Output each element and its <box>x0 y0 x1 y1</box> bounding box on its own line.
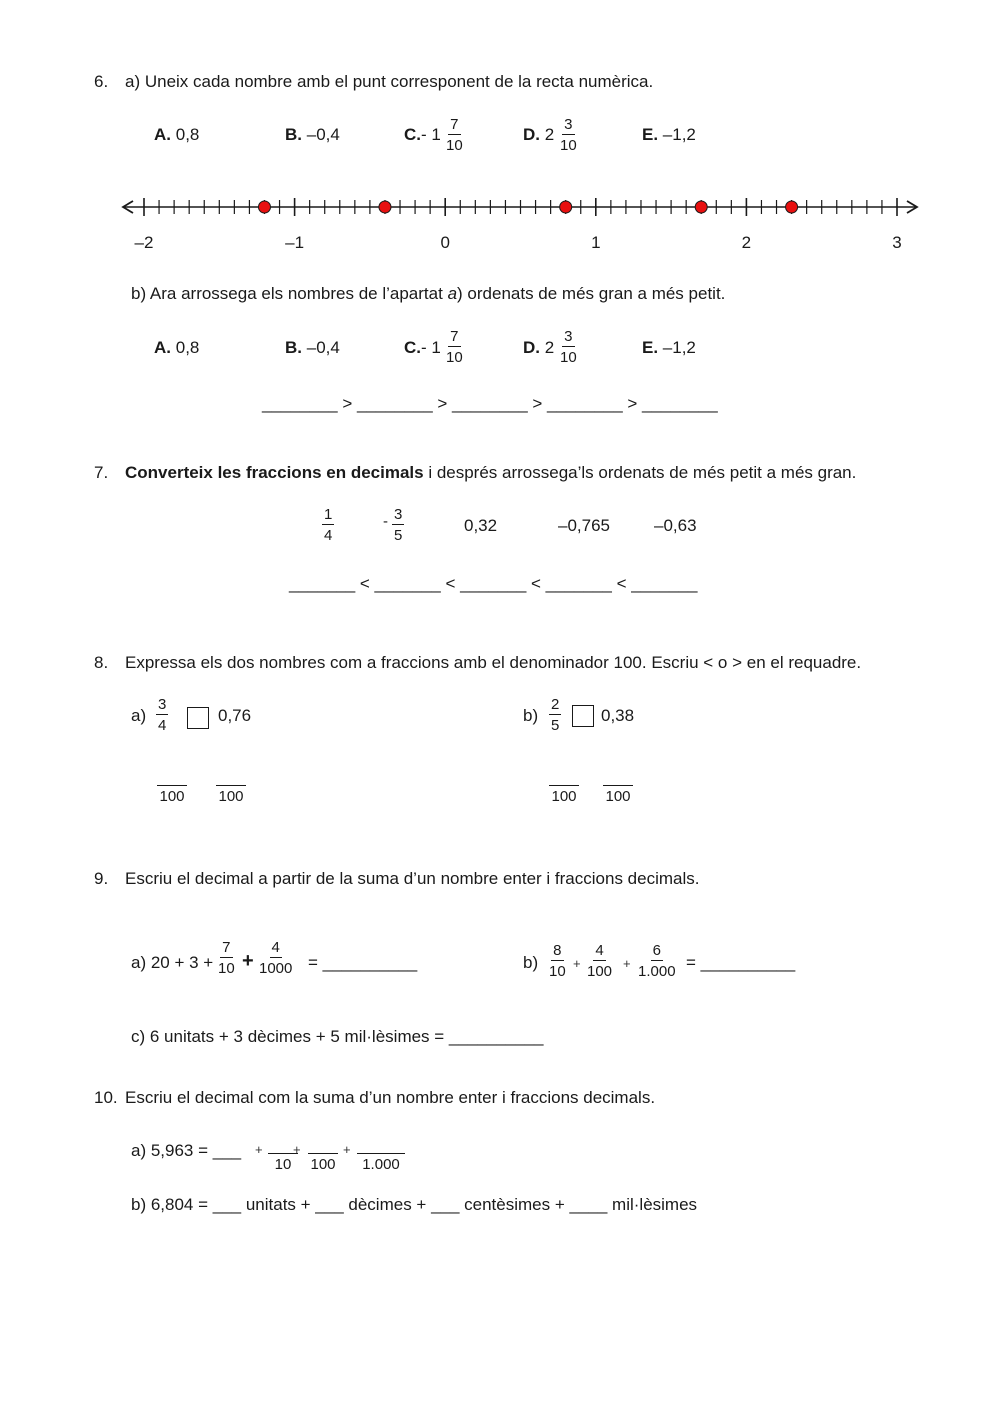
q6-order-blanks[interactable]: ________ > ________ > ________ > ________ > ________ <box>262 394 718 413</box>
q10-prompt: Escriu el decimal com la suma d’un nombre enter i fraccions decimals. <box>125 1088 656 1107</box>
q10-a-plus-3: + <box>343 1142 351 1157</box>
tick-label: 1 <box>591 233 601 250</box>
q8-prompt: Expressa els dos nombres com a fraccions amb el denominador 100. Escriu < o > en el requadre. <box>125 653 862 672</box>
number-line-point[interactable] <box>379 201 391 213</box>
option-d[interactable]: D. 2 <box>523 125 555 144</box>
q8-b-decimal: 0,38 <box>601 706 635 725</box>
q9-b-fraction-2: 4 100 <box>587 942 613 980</box>
q8-a-decimal: 0,76 <box>218 706 252 725</box>
q9-a-fraction-2: 4 1000 <box>259 939 293 977</box>
q10-b-text[interactable]: b) 6,804 = ___ unitats + ___ dècimes + ___ centèsimes + ____ mil·lèsimes <box>131 1195 698 1214</box>
q8-a-fraction: 3 4 <box>158 696 167 734</box>
option-e[interactable]: E. –1,2 <box>642 125 696 144</box>
q7-decimal-1[interactable]: 0,32 <box>464 516 498 535</box>
q6-b-prompt: b) Ara arrossega els nombres de l’apartat a) ordenats de més gran a més petit. <box>131 284 726 303</box>
option-c[interactable]: C.- 1 <box>404 125 441 144</box>
q10-a-plus-1: + <box>255 1142 263 1157</box>
q10-a-text[interactable]: a) 5,963 = ___ <box>131 1141 242 1160</box>
number-line-point[interactable] <box>786 201 798 213</box>
number-line <box>0 180 1000 250</box>
option-a[interactable]: A. 0,8 <box>154 125 200 144</box>
drag-option-d[interactable]: D. 2 <box>523 338 555 357</box>
q9-a-text: a) 20 + 3 + <box>131 953 214 972</box>
q9-b-fraction-3: 6 1.000 <box>638 942 676 980</box>
q7-order-blanks[interactable]: _______ < _______ < _______ < _______ < _______ <box>289 574 698 593</box>
q8-a-label: a) <box>131 706 147 725</box>
q9-a-plus: + <box>242 950 254 972</box>
q9-b-label: b) <box>523 953 539 972</box>
q9-c-text[interactable]: c) 6 unitats + 3 dècimes + 5 mil·lèsimes = __________ <box>131 1027 544 1046</box>
number-line-point[interactable] <box>560 201 572 213</box>
q9-b-plus-2: + <box>623 956 631 971</box>
tick-label: –1 <box>285 233 305 250</box>
q9-b-plus-1: + <box>573 956 581 971</box>
q6-number: 6. <box>94 72 109 91</box>
q7-prompt: Converteix les fraccions en decimals i després arrossega’ls ordenats de més petit a més gran. <box>125 463 857 482</box>
q10-a-blank-fraction-2[interactable]: 100 <box>308 1138 338 1172</box>
q7-decimal-2[interactable]: –0,765 <box>558 516 610 535</box>
q9-b-answer[interactable]: = __________ <box>686 953 796 972</box>
tick-label: 3 <box>892 233 902 250</box>
drag-option-b[interactable]: B. –0,4 <box>285 338 340 357</box>
q7-fraction-2[interactable]: 3 5 <box>394 506 403 544</box>
q6-a-prompt: a) Uneix cada nombre amb el punt corresponent de la recta numèrica. <box>125 72 654 91</box>
number-line-point[interactable] <box>695 201 707 213</box>
option-c-fraction: 7 10 <box>446 116 463 154</box>
drag-option-d-fraction: 3 10 <box>560 328 577 366</box>
q9-a-fraction-1: 7 10 <box>218 939 235 977</box>
q10-a-blank-fraction-1[interactable]: 10 <box>268 1138 298 1172</box>
q8-a-blank-fraction-1[interactable]: 100 <box>157 770 187 804</box>
drag-option-a[interactable]: A. 0,8 <box>154 338 200 357</box>
q7-fraction-1[interactable]: 1 4 <box>324 506 333 544</box>
drag-option-c[interactable]: C.- 1 <box>404 338 441 357</box>
q8-b-blank-fraction-2[interactable]: 100 <box>603 770 633 804</box>
tick-label: –2 <box>134 233 154 250</box>
drag-option-c-fraction: 7 10 <box>446 328 463 366</box>
q8-number: 8. <box>94 653 109 672</box>
tick-label: 0 <box>440 233 450 250</box>
tick-label: 2 <box>741 233 752 250</box>
q7-decimal-3[interactable]: –0,63 <box>654 516 697 535</box>
q7-minus-sign: - <box>383 513 388 530</box>
q10-a-plus-2: + <box>293 1142 301 1157</box>
q10-a-blank-fraction-3[interactable]: 1.000 <box>357 1138 405 1172</box>
q8-b-fraction: 2 5 <box>551 696 560 734</box>
q8-a-blank-fraction-2[interactable]: 100 <box>216 770 246 804</box>
number-line-point[interactable] <box>258 201 270 213</box>
q8-b-compare-box[interactable] <box>572 705 594 727</box>
option-b[interactable]: B. –0,4 <box>285 125 340 144</box>
q9-number: 9. <box>94 869 109 888</box>
q8-b-label: b) <box>523 706 539 725</box>
q9-a-answer[interactable]: = __________ <box>308 953 418 972</box>
q9-b-fraction-1: 8 10 <box>549 942 566 980</box>
q9-prompt: Escriu el decimal a partir de la suma d’un nombre enter i fraccions decimals. <box>125 869 700 888</box>
q10-number: 10. <box>94 1088 118 1107</box>
q8-b-blank-fraction-1[interactable]: 100 <box>549 770 579 804</box>
drag-option-e[interactable]: E. –1,2 <box>642 338 696 357</box>
q8-a-compare-box[interactable] <box>187 707 209 729</box>
option-d-fraction: 3 10 <box>560 116 577 154</box>
q7-number: 7. <box>94 463 109 482</box>
